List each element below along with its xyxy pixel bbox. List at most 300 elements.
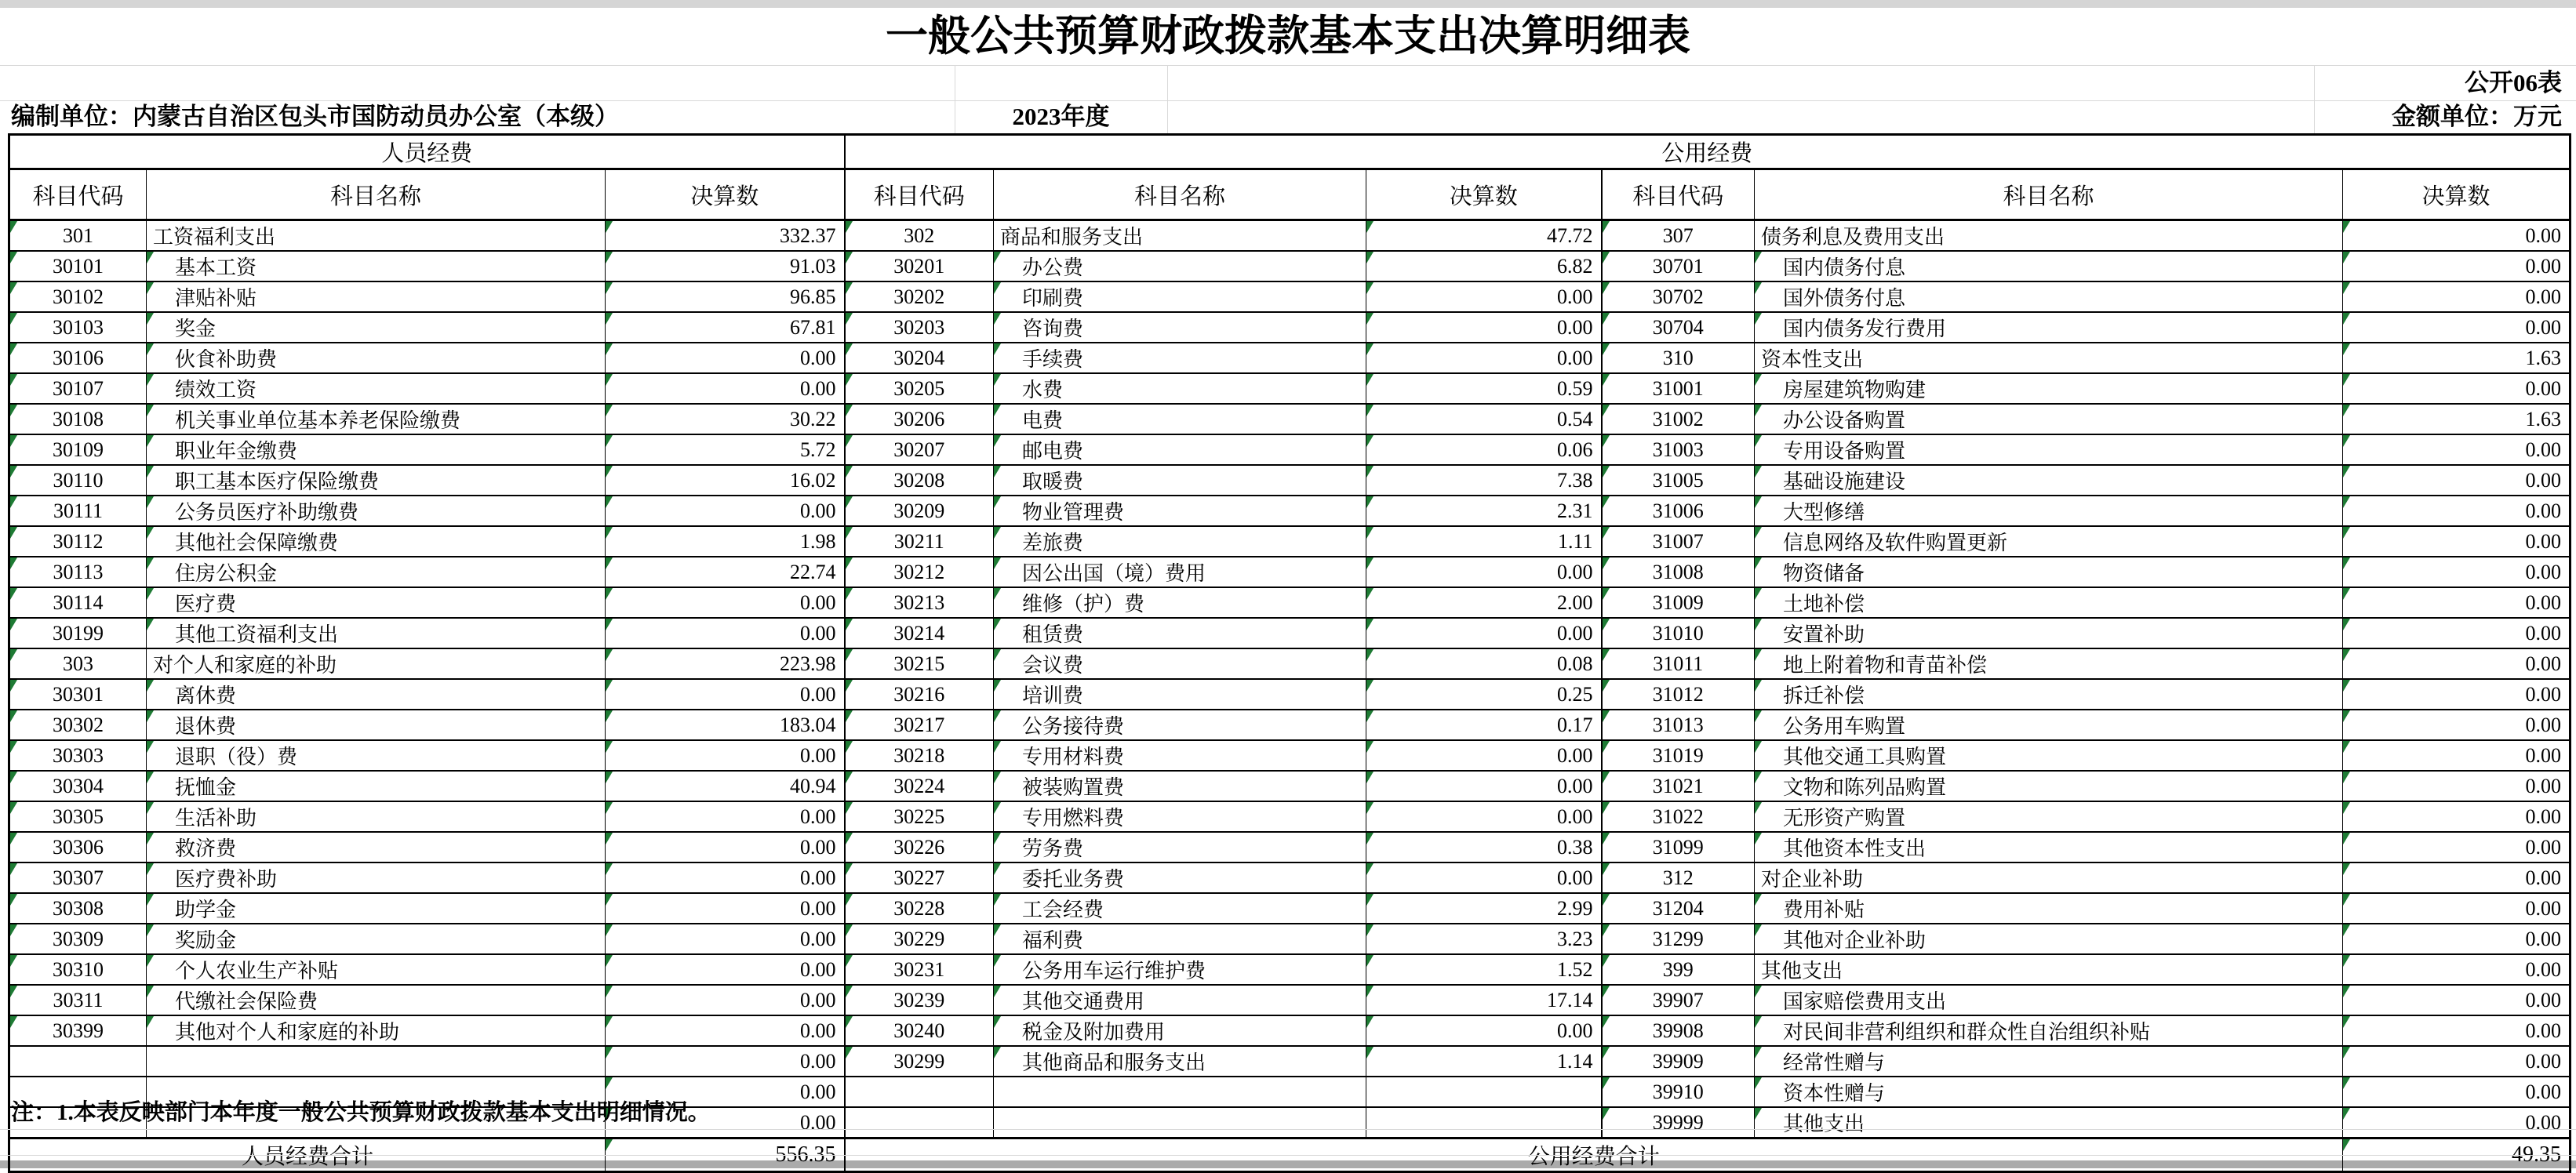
error-indicator-icon [1755, 466, 1762, 478]
error-indicator-icon [10, 496, 17, 508]
error-indicator-icon [1366, 986, 1374, 997]
subject-name-cell: 基础设施建设 [1755, 465, 2343, 496]
amount-cell: 0.00 [606, 985, 845, 1015]
error-indicator-icon [10, 343, 17, 355]
error-indicator-icon [10, 221, 17, 233]
column-header-code: 科目代码 [9, 169, 147, 220]
subject-code-cell: 310 [1602, 343, 1755, 373]
error-indicator-icon [606, 986, 613, 997]
subject-name-cell: 职业年金缴费 [147, 434, 606, 465]
subject-name-cell: 离休费 [147, 679, 606, 710]
subject-code-cell: 30205 [845, 373, 994, 404]
subject-name-cell: 物业管理费 [994, 496, 1366, 526]
table-code-row [0, 65, 2576, 100]
table-row [9, 373, 2571, 404]
subject-code-cell: 31008 [1602, 557, 1755, 587]
error-indicator-icon [846, 680, 853, 692]
error-indicator-icon [606, 741, 613, 753]
error-indicator-icon [2343, 619, 2350, 630]
subject-name-cell: 公务员医疗补助缴费 [147, 496, 606, 526]
error-indicator-icon [10, 282, 17, 294]
error-indicator-icon [606, 1047, 613, 1059]
subject-name-cell: 房屋建筑物购建 [1755, 373, 2343, 404]
error-indicator-icon [1603, 435, 1610, 447]
error-indicator-icon [1603, 557, 1610, 569]
error-indicator-icon [606, 496, 613, 508]
subject-name-cell: 资本性支出 [1755, 343, 2343, 373]
amount-cell: 0.00 [2343, 526, 2571, 557]
subject-code-cell: 30218 [845, 740, 994, 771]
subject-code-cell: 30224 [845, 771, 994, 801]
subject-name-cell: 机关事业单位基本养老保险缴费 [147, 404, 606, 434]
error-indicator-icon [994, 282, 1001, 294]
error-indicator-icon [1755, 557, 1762, 569]
amount-cell: 0.25 [1366, 679, 1602, 710]
error-indicator-icon [1366, 343, 1374, 355]
error-indicator-icon [1366, 221, 1374, 233]
subject-name-cell: 其他交通工具购置 [1755, 740, 2343, 771]
error-indicator-icon [1755, 741, 1762, 753]
subject-code-cell: 30701 [1602, 251, 1755, 281]
subject-code-cell: 31013 [1602, 710, 1755, 740]
error-indicator-icon [606, 252, 613, 263]
personnel-total-value: 556.35 [606, 1138, 845, 1172]
subject-code-cell: 31012 [1602, 679, 1755, 710]
error-indicator-icon [147, 894, 154, 906]
subject-code-cell: 39910 [1602, 1077, 1755, 1107]
column-header-amount: 决算数 [2343, 169, 2571, 220]
error-indicator-icon [1755, 772, 1762, 783]
error-indicator-icon [10, 924, 17, 936]
error-indicator-icon [10, 313, 17, 325]
subject-name-cell: 工资福利支出 [147, 220, 606, 252]
subject-name-cell: 水费 [994, 373, 1366, 404]
error-indicator-icon [10, 680, 17, 692]
subject-name-cell: 其他社会保障缴费 [147, 526, 606, 557]
error-indicator-icon [147, 955, 154, 967]
error-indicator-icon [606, 405, 613, 416]
error-indicator-icon [1366, 527, 1374, 539]
public-total-label: 公用经费合计 [845, 1138, 2343, 1172]
subject-code-cell [845, 1107, 994, 1138]
error-indicator-icon [1603, 802, 1610, 814]
subject-code-cell: 30107 [9, 373, 147, 404]
table-row [9, 740, 2571, 771]
subject-code-cell: 30213 [845, 587, 994, 618]
amount-cell: 0.00 [2343, 832, 2571, 862]
amount-cell: 0.00 [2343, 251, 2571, 281]
subject-code-cell: 301 [9, 220, 147, 252]
error-indicator-icon [1366, 405, 1374, 416]
amount-cell: 0.08 [1366, 648, 1602, 679]
error-indicator-icon [846, 374, 853, 386]
error-indicator-icon [1755, 924, 1762, 936]
error-indicator-icon [147, 833, 154, 844]
subject-code-cell: 30108 [9, 404, 147, 434]
error-indicator-icon [10, 863, 17, 875]
error-indicator-icon [846, 772, 853, 783]
error-indicator-icon [994, 680, 1001, 692]
error-indicator-icon [1603, 833, 1610, 844]
error-indicator-icon [147, 588, 154, 600]
subject-name-cell: 物资储备 [1755, 557, 2343, 587]
subject-code-cell [9, 1046, 147, 1077]
amount-cell: 2.00 [1366, 587, 1602, 618]
subject-name-cell: 地上附着物和青苗补偿 [1755, 648, 2343, 679]
subject-code-cell: 30215 [845, 648, 994, 679]
amount-cell: 0.00 [606, 954, 845, 985]
error-indicator-icon [1603, 772, 1610, 783]
subject-code-cell: 31007 [1602, 526, 1755, 557]
subject-name-cell: 商品和服务支出 [994, 220, 1366, 252]
subject-code-cell: 31299 [1602, 924, 1755, 954]
subject-code-cell: 30239 [845, 985, 994, 1015]
subject-code-cell: 30240 [845, 1015, 994, 1046]
error-indicator-icon [1603, 924, 1610, 936]
subject-code-cell: 39907 [1602, 985, 1755, 1015]
error-indicator-icon [846, 527, 853, 539]
error-indicator-icon [606, 772, 613, 783]
amount-cell: 96.85 [606, 281, 845, 312]
error-indicator-icon [994, 833, 1001, 844]
subject-code-cell: 31019 [1602, 740, 1755, 771]
amount-cell: 0.00 [2343, 893, 2571, 924]
faint-gridline [0, 1155, 2576, 1156]
subject-code-cell: 30106 [9, 343, 147, 373]
amount-cell: 22.74 [606, 557, 845, 587]
amount-cell: 6.82 [1366, 251, 1602, 281]
column-header-name: 科目名称 [1755, 169, 2343, 220]
subject-code-cell: 312 [1602, 862, 1755, 893]
subject-code-cell: 30305 [9, 801, 147, 832]
subject-name-cell: 其他对企业补助 [1755, 924, 2343, 954]
error-indicator-icon [606, 894, 613, 906]
subject-name-cell: 安置补助 [1755, 618, 2343, 648]
subject-name-cell: 其他对个人和家庭的补助 [147, 1015, 606, 1046]
error-indicator-icon [1755, 619, 1762, 630]
table-row [9, 801, 2571, 832]
amount-cell: 0.00 [2343, 924, 2571, 954]
error-indicator-icon [1603, 466, 1610, 478]
amount-cell: 0.00 [1366, 281, 1602, 312]
amount-cell: 0.00 [2343, 985, 2571, 1015]
subject-name-cell: 专用材料费 [994, 740, 1366, 771]
error-indicator-icon [1366, 1016, 1374, 1028]
subject-name-cell: 差旅费 [994, 526, 1366, 557]
amount-cell: 0.00 [606, 496, 845, 526]
subject-code-cell: 31002 [1602, 404, 1755, 434]
error-indicator-icon [1755, 588, 1762, 600]
subject-name-cell: 退休费 [147, 710, 606, 740]
error-indicator-icon [1366, 863, 1374, 875]
amount-cell: 0.00 [606, 587, 845, 618]
error-indicator-icon [1603, 221, 1610, 233]
subject-name-cell: 对企业补助 [1755, 862, 2343, 893]
error-indicator-icon [846, 496, 853, 508]
subject-name-cell: 退职（役）费 [147, 740, 606, 771]
subject-name-cell: 抚恤金 [147, 771, 606, 801]
amount-cell: 0.00 [606, 924, 845, 954]
error-indicator-icon [2343, 1077, 2350, 1089]
subject-name-cell: 其他交通费用 [994, 985, 1366, 1015]
error-indicator-icon [147, 405, 154, 416]
error-indicator-icon [1755, 802, 1762, 814]
table-row [9, 832, 2571, 862]
amount-cell: 2.31 [1366, 496, 1602, 526]
meta-row [0, 100, 2576, 133]
subject-name-cell: 国外债务付息 [1755, 281, 2343, 312]
error-indicator-icon [1755, 405, 1762, 416]
subject-name-cell: 对民间非营利组织和群众性自治组织补贴 [1755, 1015, 2343, 1046]
amount-cell: 0.00 [606, 343, 845, 373]
subject-name-cell: 税金及附加费用 [994, 1015, 1366, 1046]
amount-cell: 0.00 [2343, 801, 2571, 832]
error-indicator-icon [10, 649, 17, 661]
amount-cell: 0.00 [606, 740, 845, 771]
column-header-amount: 决算数 [1366, 169, 1602, 220]
subject-code-cell: 30306 [9, 832, 147, 862]
amount-cell: 0.00 [606, 679, 845, 710]
error-indicator-icon [2343, 833, 2350, 844]
amount-cell: 1.11 [1366, 526, 1602, 557]
expense-detail-table [8, 133, 2571, 1173]
error-indicator-icon [994, 924, 1001, 936]
table-row [9, 220, 2571, 252]
error-indicator-icon [606, 221, 613, 233]
error-indicator-icon [1603, 1016, 1610, 1028]
amount-cell: 0.00 [2343, 862, 2571, 893]
error-indicator-icon [147, 680, 154, 692]
subject-code-cell: 30201 [845, 251, 994, 281]
error-indicator-icon [1366, 649, 1374, 661]
error-indicator-icon [10, 557, 17, 569]
error-indicator-icon [10, 772, 17, 783]
amount-cell: 0.00 [2343, 434, 2571, 465]
subject-code-cell: 31011 [1602, 648, 1755, 679]
error-indicator-icon [994, 252, 1001, 263]
amount-cell: 0.06 [1366, 434, 1602, 465]
table-row [9, 465, 2571, 496]
error-indicator-icon [606, 924, 613, 936]
amount-cell: 0.00 [606, 801, 845, 832]
error-indicator-icon [606, 343, 613, 355]
subject-name-cell: 劳务费 [994, 832, 1366, 862]
amount-cell: 0.00 [606, 862, 845, 893]
amount-cell: 0.00 [606, 832, 845, 862]
error-indicator-icon [2343, 649, 2350, 661]
error-indicator-icon [606, 374, 613, 386]
subject-code-cell: 39999 [1602, 1107, 1755, 1138]
error-indicator-icon [994, 466, 1001, 478]
error-indicator-icon [1755, 527, 1762, 539]
error-indicator-icon [1366, 833, 1374, 844]
subject-code-cell: 31009 [1602, 587, 1755, 618]
error-indicator-icon [10, 802, 17, 814]
error-indicator-icon [994, 588, 1001, 600]
subject-name-cell: 取暖费 [994, 465, 1366, 496]
error-indicator-icon [1366, 374, 1374, 386]
amount-cell: 0.00 [2343, 679, 2571, 710]
table-row [9, 679, 2571, 710]
error-indicator-icon [10, 374, 17, 386]
amount-cell: 0.00 [2343, 557, 2571, 587]
subject-code-cell: 30208 [845, 465, 994, 496]
amount-cell: 223.98 [606, 648, 845, 679]
error-indicator-icon [1366, 557, 1374, 569]
error-indicator-icon [147, 282, 154, 294]
amount-cell: 91.03 [606, 251, 845, 281]
error-indicator-icon [994, 802, 1001, 814]
table-row [9, 557, 2571, 587]
subject-code-cell: 303 [9, 648, 147, 679]
subject-name-cell: 因公出国（境）费用 [994, 557, 1366, 587]
subject-name-cell: 租赁费 [994, 618, 1366, 648]
error-indicator-icon [2343, 466, 2350, 478]
error-indicator-icon [10, 619, 17, 630]
error-indicator-icon [994, 1016, 1001, 1028]
subject-name-cell: 个人农业生产补贴 [147, 954, 606, 985]
error-indicator-icon [147, 1016, 154, 1028]
amount-cell: 0.00 [606, 1046, 845, 1077]
error-indicator-icon [846, 435, 853, 447]
error-indicator-icon [1366, 894, 1374, 906]
amount-cell: 0.00 [2343, 710, 2571, 740]
error-indicator-icon [1366, 313, 1374, 325]
group-header-personnel: 人员经费 [9, 135, 845, 169]
error-indicator-icon [846, 557, 853, 569]
subject-code-cell: 30299 [845, 1046, 994, 1077]
error-indicator-icon [994, 955, 1001, 967]
subject-code-cell: 30203 [845, 312, 994, 343]
error-indicator-icon [10, 435, 17, 447]
amount-cell: 332.37 [606, 220, 845, 252]
error-indicator-icon [2343, 924, 2350, 936]
subject-name-cell: 债务利息及费用支出 [1755, 220, 2343, 252]
subject-code-cell: 31022 [1602, 801, 1755, 832]
amount-cell: 0.00 [1366, 618, 1602, 648]
table-row [9, 496, 2571, 526]
amount-cell: 2.99 [1366, 893, 1602, 924]
subject-name-cell: 国内债务发行费用 [1755, 312, 2343, 343]
window-top-strip [0, 0, 2576, 8]
subject-name-cell: 费用补贴 [1755, 893, 2343, 924]
amount-cell: 0.00 [2343, 1077, 2571, 1107]
subject-name-cell: 其他工资福利支出 [147, 618, 606, 648]
error-indicator-icon [994, 374, 1001, 386]
error-indicator-icon [1755, 894, 1762, 906]
subject-name-cell: 津贴补贴 [147, 281, 606, 312]
subject-name-cell: 公务接待费 [994, 710, 1366, 740]
amount-cell: 0.00 [2343, 465, 2571, 496]
subject-code-cell: 30301 [9, 679, 147, 710]
error-indicator-icon [1755, 1047, 1762, 1059]
subject-name-cell: 其他支出 [1755, 954, 2343, 985]
error-indicator-icon [1366, 588, 1374, 600]
error-indicator-icon [846, 1047, 853, 1059]
amount-cell: 5.72 [606, 434, 845, 465]
subject-code-cell: 30302 [9, 710, 147, 740]
error-indicator-icon [2343, 313, 2350, 325]
subject-code-cell: 30109 [9, 434, 147, 465]
subject-name-cell [147, 1046, 606, 1077]
subject-name-cell: 职工基本医疗保险缴费 [147, 465, 606, 496]
table-code-label: 公开06表 [2465, 69, 2562, 96]
error-indicator-icon [1603, 680, 1610, 692]
error-indicator-icon [1755, 680, 1762, 692]
error-indicator-icon [994, 863, 1001, 875]
error-indicator-icon [1603, 863, 1610, 875]
error-indicator-icon [10, 955, 17, 967]
error-indicator-icon [2343, 343, 2350, 355]
error-indicator-icon [846, 802, 853, 814]
error-indicator-icon [147, 496, 154, 508]
error-indicator-icon [147, 863, 154, 875]
error-indicator-icon [2343, 221, 2350, 233]
amount-cell: 1.98 [606, 526, 845, 557]
error-indicator-icon [2343, 680, 2350, 692]
error-indicator-icon [2343, 557, 2350, 569]
error-indicator-icon [2343, 1016, 2350, 1028]
amount-cell: 16.02 [606, 465, 845, 496]
subject-name-cell: 其他资本性支出 [1755, 832, 2343, 862]
subject-code-cell: 30113 [9, 557, 147, 587]
error-indicator-icon [147, 741, 154, 753]
error-indicator-icon [1366, 252, 1374, 263]
subject-code-cell: 30207 [845, 434, 994, 465]
error-indicator-icon [606, 1077, 613, 1089]
error-indicator-icon [846, 343, 853, 355]
error-indicator-icon [1603, 282, 1610, 294]
column-header-amount: 决算数 [606, 169, 845, 220]
subject-code-cell: 302 [845, 220, 994, 252]
column-header-name: 科目名称 [994, 169, 1366, 220]
error-indicator-icon [10, 588, 17, 600]
subject-name-cell: 国内债务付息 [1755, 251, 2343, 281]
error-indicator-icon [994, 619, 1001, 630]
amount-unit-label: 金额单位：万元 [2392, 103, 2562, 130]
error-indicator-icon [994, 772, 1001, 783]
amount-cell: 7.38 [1366, 465, 1602, 496]
error-indicator-icon [846, 221, 853, 233]
error-indicator-icon [994, 557, 1001, 569]
error-indicator-icon [994, 894, 1001, 906]
error-indicator-icon [1603, 894, 1610, 906]
error-indicator-icon [1366, 772, 1374, 783]
subject-code-cell: 31099 [1602, 832, 1755, 862]
subject-name-cell: 其他支出 [1755, 1107, 2343, 1138]
error-indicator-icon [147, 343, 154, 355]
error-indicator-icon [1603, 1047, 1610, 1059]
amount-cell: 0.17 [1366, 710, 1602, 740]
error-indicator-icon [1603, 710, 1610, 722]
subject-code-cell: 31204 [1602, 893, 1755, 924]
page-title: 一般公共预算财政拨款基本支出决算明细表 [886, 13, 1690, 60]
subject-code-cell: 30110 [9, 465, 147, 496]
error-indicator-icon [846, 894, 853, 906]
error-indicator-icon [1366, 466, 1374, 478]
table-row [9, 1015, 2571, 1046]
subject-name-cell: 生活补助 [147, 801, 606, 832]
table-row [9, 404, 2571, 434]
amount-cell: 0.00 [2343, 1015, 2571, 1046]
error-indicator-icon [147, 374, 154, 386]
amount-cell: 0.00 [2343, 1046, 2571, 1077]
subject-code-cell: 30225 [845, 801, 994, 832]
subject-code-cell: 31003 [1602, 434, 1755, 465]
error-indicator-icon [1603, 986, 1610, 997]
error-indicator-icon [846, 741, 853, 753]
error-indicator-icon [1366, 802, 1374, 814]
